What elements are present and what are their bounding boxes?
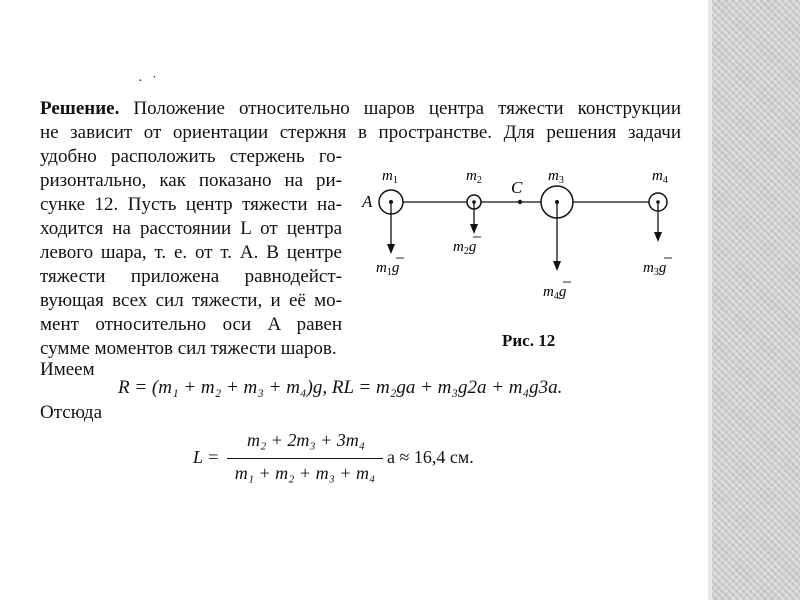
mass-label-m4: $m_4$: [652, 168, 668, 186]
force-arrowhead-m1: [387, 244, 395, 254]
solution-heading: Решение.: [40, 98, 120, 119]
text-line-6: ходится на расстоянии L от центра: [40, 218, 342, 239]
equations-line: R = (m₁ + m₂ + m₃ + m₄)g, RL = m₂ga + m₃g2a + m₄g3a.: [118, 377, 563, 398]
text-line-3: удобно расположить стержень го-: [40, 146, 342, 167]
text-line-8: тяжести приложена равнодейст-: [40, 266, 342, 287]
text-line-1-rest: Положение относительно шаров центра тяжести конструкции: [119, 98, 681, 119]
text-line-1: [40, 98, 681, 120]
force-arrowhead-m2: [470, 224, 478, 234]
force-label-m4g: $m_4g$: [543, 284, 567, 302]
slide-decorative-band: [712, 0, 800, 600]
text-line-4: ризонтально, как показано на ри-: [40, 170, 342, 191]
force-arrowhead-m3: [553, 261, 561, 271]
text-otsyuda: Отсюда: [40, 402, 103, 423]
force-label-m2g: $m_2g$: [453, 239, 477, 257]
figure-12: [358, 158, 688, 328]
mass-label-m3: $m_3$: [548, 168, 564, 186]
mass-label-m1: $m_1$: [382, 168, 398, 186]
text-line-10: мент относительно оси A равен: [40, 314, 342, 335]
text-line-11: сумме моментов сил тяжести шаров.: [40, 338, 337, 359]
fraction-bar: [227, 458, 383, 459]
result-numerator: m₂ + 2m₃ + 3m₄: [246, 430, 366, 450]
mass-label-m2: $m_2$: [466, 168, 482, 186]
force-label-m1g: $m_1g$: [376, 260, 400, 278]
text-line-2: не зависит от ориентации стержня в пространстве. Для решения задачи: [40, 122, 681, 143]
result-denominator: m₁ + m₂ + m₃ + m₄: [234, 463, 376, 483]
result-rhs: a ≈ 16,4 см.: [387, 447, 474, 467]
force-arrowhead-m4: [654, 232, 662, 242]
text-line-5: сунке 12. Пусть центр тяжести на-: [40, 194, 342, 215]
center-of-gravity-point: [518, 200, 522, 204]
result-lhs: L =: [193, 447, 220, 467]
text-line-7: левого шара, т. е. от т. A. В центре: [40, 242, 342, 263]
point-c-label: C: [511, 178, 523, 197]
scan-dots: · ˙: [138, 74, 160, 89]
text-line-9: вующая всех сил тяжести, и её мо-: [40, 290, 342, 311]
point-a-label: A: [362, 192, 373, 211]
text-imeem: Имеем: [40, 359, 95, 380]
figure-caption: Рис. 12: [502, 331, 556, 350]
force-label-m3g: $m_3g$: [643, 260, 667, 278]
